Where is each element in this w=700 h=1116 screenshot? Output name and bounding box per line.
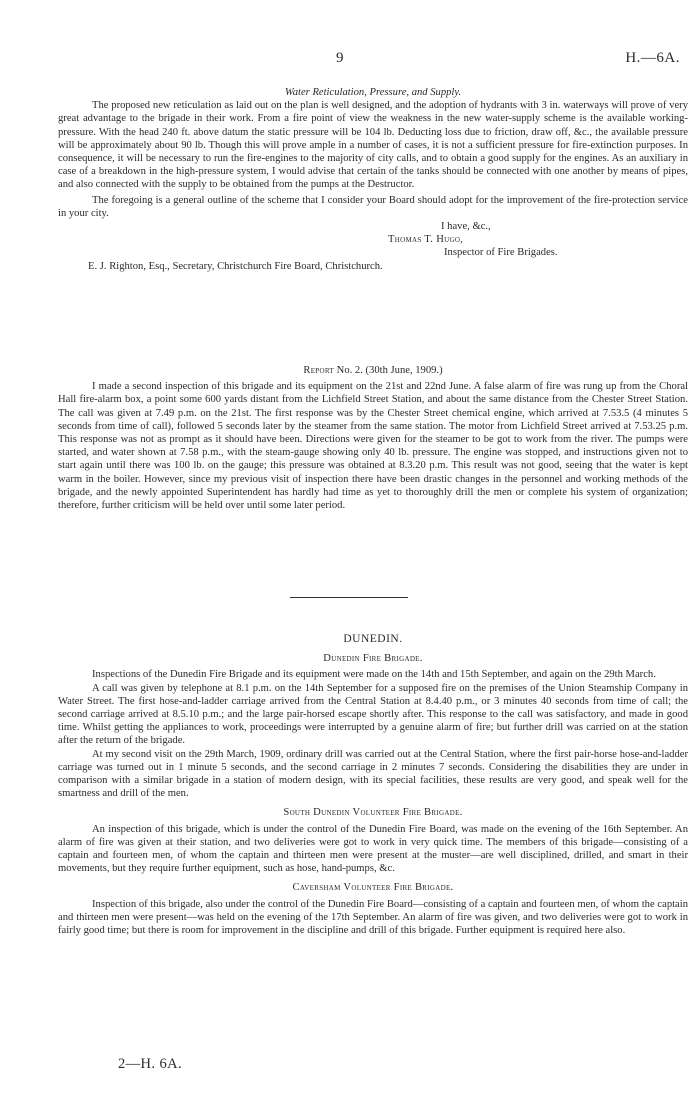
- paragraph: A call was given by telephone at 8.1 p.m. on the 14th September for a supposed fire on the premises of the Union Steamship Company in Water Street. The first hose-and-ladder carriage arrived from the Central Station at 8.4.40 p.m., or 3 minutes 40 seconds from time of call; the second carriage arrived at 8.5.10 p.m.; and the large pair-horsed escape shortly after. This response to the call was satisfactory, and made in good time. Whilst getting the appliances to work, proceedings were interrupted by a genuine alarm of fire; but further drill was carried on at the station after the return of the brigade.: [58, 682, 688, 747]
- paragraph: The foregoing is a general outline of the scheme that I consider your Board should adopt for the improvement of the fire-protection service in your city.: [58, 194, 688, 219]
- closing-line: I have, &c.,: [441, 221, 491, 233]
- report-heading-word: Report: [303, 365, 335, 376]
- report-heading: [58, 364, 688, 377]
- paragraph: I made a second inspection of this brigade and its equipment on the 21st and 22nd June. A false alarm of fire was rung up from the Choral Hall fire-alarm box, a point some 600 yards distant from the Lichfield Street Station, and about the same distance from the Chester Street Station. The call was given at 7.49 p.m. on the 21st. The first response was by the Chester Street chemical engine, which arrived at 7.53.5 (4 minutes 5 seconds from time of call), followed 5 seconds later by the steamer from the same station. The motor from Lichfield Street arrived at 7.53.25 p.m. This response was not as prompt as it should have been. Directions were given for the steamer to be got to work from the river. The pumps were started, and water shown at 7.58 p.m., with the steam-gauge showing only 40 lb. pressure. The engine was stopped, and instructions given not to start again until there was 100 lb. on the gauge; this pressure was obtained at 8.3.20 p.m. This result was not good, seeing that the water is kept warm in the boiler. However, since my previous visit of inspection there have been drastic changes in the personnel and working methods of the brigade, and the newly appointed Superintendent has hardly had time as yet to thoroughly drill the men or complete his system of organization; therefore, further criticism will be held over until some later period.: [58, 381, 688, 512]
- signature-mark: 2—H. 6A.: [118, 1056, 183, 1072]
- paragraph: An inspection of this brigade, which is under the control of the Dunedin Fire Board, was made on the evening of the 16th September. An alarm of fire was given at their station, and two deliveries were got to work in very quick time. The members of this brigade—consisting of a captain and fourteen men, of whom the captain and thirteen men were present at the muster—are well disciplined, drilled, and smart in their movements, but they require further equipment, such as hose, hand-pumps, &c.: [58, 823, 688, 875]
- signatory-title: Inspector of Fire Brigades.: [444, 247, 558, 259]
- report-2-section: [58, 364, 688, 512]
- addressee: E. J. Righton, Esq., Secretary, Christchurch Fire Board, Christchurch.: [88, 260, 383, 272]
- paragraph: Inspections of the Dunedin Fire Brigade and its equipment were made on the 14th and 15th September, and again on the 29th March.: [92, 669, 656, 681]
- water-reticulation-section: [58, 86, 688, 273]
- paragraph: Inspection of this brigade, also under the control of the Dunedin Fire Board—consisting of a captain and fourteen men, of whom the captain and thirteen men were present—was held on the evening of the 17th September. An alarm of fire was given, and two deliveries were got to work in fairly good time; but there is room for improvement in the discipline and drill of this brigade. Further equipment is required here also.: [58, 898, 688, 937]
- dunedin-title: DUNEDIN.: [343, 633, 403, 645]
- paragraph: The proposed new reticulation as laid out on the plan is well designed, and the adoption of hydrants with 3 in. waterways will prove of very great advantage to the brigade in their work. From a fire point of view the weakness in the new water-supply scheme is the available working-pressure. With the head 240 ft. above datum the static pressure will be 104 lb. Deducting loss due to friction, draw off, &c., the available pressure will be approximately about 90 lb. Though this will prove ample in a number of cases, it is not a sufficient pressure for fire-extinction purposes. In consequence, it will be necessary to run the fire-engines to the majority of city calls, and to obtain a good supply for the engines. As an auxiliary in case of a breakdown in the high-pressure system, I would advise that certain of the tanks should be connected with one another by means of pipes, and also connected with the supply to be obtained from the pumps at the Destructor.: [58, 100, 688, 191]
- brigade-heading: Dunedin Fire Brigade.: [323, 653, 423, 665]
- section-divider: [290, 597, 408, 598]
- report-reference: H.—6A.: [625, 50, 680, 66]
- section-heading: Water Reticulation, Pressure, and Supply.: [284, 87, 462, 98]
- report-heading-detail: No. 2. (30th June, 1909.): [336, 365, 443, 376]
- brigade-heading: Caversham Volunteer Fire Brigade.: [292, 882, 454, 894]
- dunedin-section: [58, 633, 688, 937]
- signatory-name: Thomas T. Hugo,: [388, 234, 464, 246]
- paragraph: At my second visit on the 29th March, 1909, ordinary drill was carried out at the Central Station, where the first pair-horse hose-and-ladder carriage was turned out in 1 minute 5 seconds, and the second carriage in 2 minutes 7 seconds. Considering the disabilities they are under in comparison with a similar brigade in a station of modern design, with its special facilities, these results are very good, and speak well for the smartness and drill of the men.: [58, 748, 688, 800]
- page-number: 9: [336, 50, 344, 66]
- brigade-heading: South Dunedin Volunteer Fire Brigade.: [283, 807, 463, 819]
